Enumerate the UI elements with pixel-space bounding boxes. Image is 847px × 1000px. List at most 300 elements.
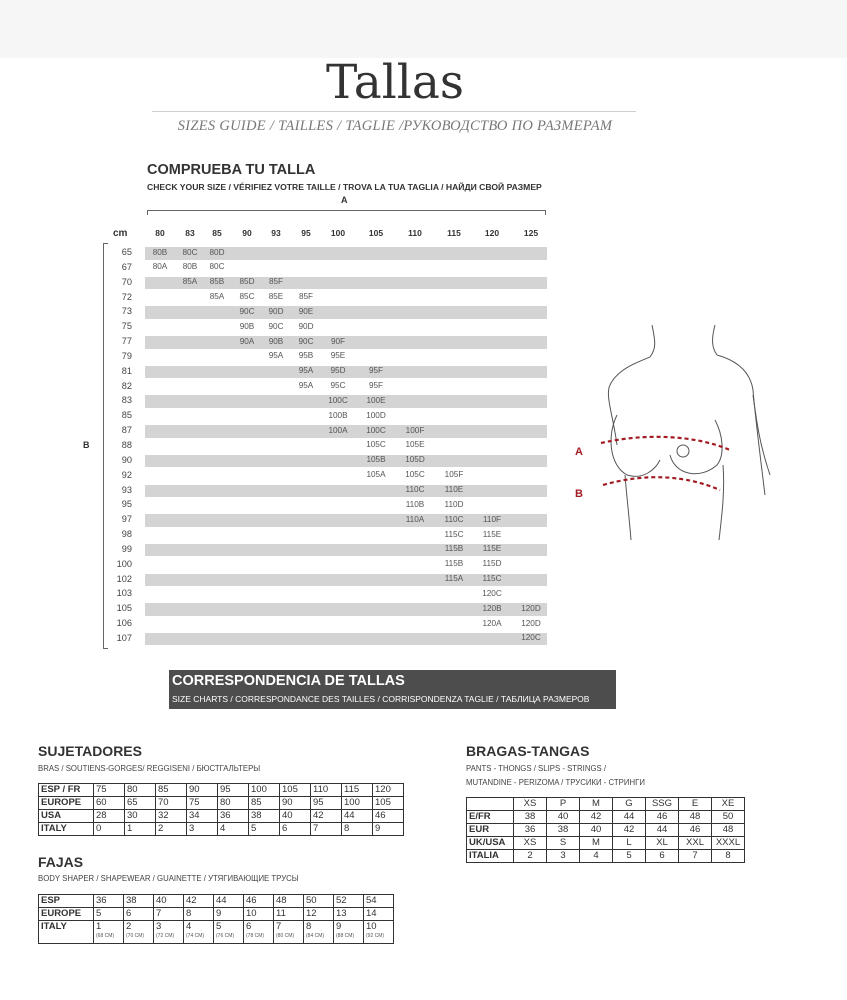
size-chart-row — [110, 528, 550, 543]
table-cell — [373, 810, 404, 823]
row-label: 97 — [121, 514, 132, 525]
table-cell-value: 42 — [623, 824, 635, 835]
table-row — [467, 824, 745, 837]
size-cell: 90F — [330, 336, 346, 346]
size-chart-row — [110, 632, 550, 647]
size-chart-row — [110, 320, 550, 335]
table-cell — [244, 895, 274, 908]
table-cell-note: (76 CM) — [216, 933, 235, 939]
panties-size-table — [466, 797, 745, 863]
table-cell-note: (84 CM) — [306, 933, 325, 939]
size-cell: 85C — [239, 292, 255, 302]
table-cell-value: 38 — [557, 824, 569, 835]
size-cell: 95F — [368, 381, 384, 391]
shapewear-title: FAJAS — [38, 854, 84, 870]
table-header-cell: P — [547, 798, 580, 811]
table-cell-value: 14 — [366, 908, 377, 919]
size-chart-row — [110, 498, 550, 513]
row-label: 85 — [121, 410, 132, 421]
table-cell — [514, 811, 547, 824]
column-header: 85 — [212, 228, 222, 238]
size-cell: 80A — [152, 262, 168, 272]
size-chart-row — [110, 513, 550, 528]
row-label: 77 — [121, 336, 132, 347]
table-cell-value: 42 — [313, 810, 324, 821]
table-cell-value: 3 — [156, 921, 162, 932]
table-cell-value: 105 — [375, 797, 391, 808]
table-cell-value: 75 — [96, 784, 107, 795]
table-cell-value: 5 — [626, 850, 632, 861]
table-cell-value: 95 — [313, 797, 324, 808]
size-cell: 95F — [368, 366, 384, 376]
table-cell-value: 40 — [282, 810, 293, 821]
table-cell-value: 7 — [156, 908, 162, 919]
row-label: 103 — [116, 588, 132, 599]
table-cell — [154, 895, 184, 908]
table-cell-value: 115 — [344, 784, 360, 795]
measure-line-a — [601, 437, 730, 450]
row-band — [145, 440, 547, 453]
table-cell — [712, 824, 745, 837]
table-cell — [249, 797, 280, 810]
table-cell-value: 80 — [127, 784, 138, 795]
size-cell: 85E — [268, 292, 284, 302]
size-cell: 105C — [366, 440, 386, 450]
size-cell: 110E — [444, 485, 464, 494]
table-cell-value: 8 — [344, 823, 350, 834]
row-band — [145, 499, 547, 512]
size-chart-row — [110, 261, 550, 276]
table-cell-value: S — [559, 837, 567, 848]
table-cell — [249, 823, 280, 836]
check-size-title: COMPRUEBA TU TALLA — [147, 162, 316, 178]
table-cell-value: 46 — [246, 895, 257, 906]
table-cell — [679, 811, 712, 824]
table-cell — [342, 784, 373, 797]
table-cell — [334, 921, 364, 944]
table-cell-value: L — [626, 837, 632, 848]
table-row-label: ITALY — [39, 921, 94, 944]
row-label: 72 — [121, 291, 132, 302]
measure-line-b — [603, 477, 720, 490]
size-cell: 90B — [239, 321, 255, 331]
table-cell-note: (68 CM) — [96, 933, 115, 939]
table-cell — [364, 908, 394, 921]
size-chart-row — [110, 573, 550, 588]
row-label: 88 — [121, 439, 132, 450]
table-row — [39, 895, 394, 908]
table-cell-value: 7 — [692, 850, 698, 861]
table-cell — [364, 895, 394, 908]
size-cell: 100C — [366, 425, 386, 435]
size-cell: 80B — [152, 247, 168, 257]
table-cell — [125, 823, 156, 836]
table-cell-value: 10 — [366, 921, 377, 932]
check-size-subtitle: CHECK YOUR SIZE / VÉRIFIEZ VOTRE TAILLE / TROVA LA TUA TAGLIA / НАЙДИ СВОЙ РАЗМЕР — [147, 182, 542, 192]
table-row — [39, 823, 404, 836]
table-cell — [274, 921, 304, 944]
table-row — [39, 908, 394, 921]
table-row-label: ITALIA — [467, 850, 514, 863]
table-cell — [373, 823, 404, 836]
table-cell — [94, 895, 124, 908]
table-cell-value: 11 — [276, 908, 286, 919]
table-cell — [280, 797, 311, 810]
table-cell — [187, 823, 218, 836]
size-cell: 105E — [405, 440, 425, 450]
table-cell — [547, 837, 580, 850]
row-label: 75 — [121, 321, 132, 332]
table-cell-value: 0 — [96, 823, 102, 834]
table-cell-value: 7 — [313, 823, 319, 834]
row-label: 100 — [116, 558, 132, 569]
size-chart-row — [110, 558, 550, 573]
neck-right — [713, 325, 717, 355]
size-cell: 90A — [239, 336, 255, 346]
table-cell — [125, 797, 156, 810]
table-cell-value: XXL — [686, 837, 704, 848]
size-chart-row — [110, 484, 550, 499]
title-divider — [152, 111, 636, 112]
table-cell — [125, 810, 156, 823]
size-cell: 110C — [405, 485, 425, 494]
table-cell-value: 110 — [313, 784, 329, 795]
table-cell-value: 2 — [126, 921, 132, 932]
table-cell-value: 1 — [96, 921, 102, 932]
correspondence-subtitle: SIZE CHARTS / CORRESPONDANCE DES TAILLES / CORRISPONDENZA TAGLIE / ТАБЛИЦА РАЗМЕРОВ — [172, 694, 590, 704]
size-chart-row — [110, 439, 550, 454]
size-cell: 115E — [482, 544, 502, 554]
size-cell: 115A — [444, 574, 464, 584]
size-cell: 90D — [268, 306, 284, 316]
row-label: 87 — [121, 425, 132, 436]
size-cell: 120D — [521, 618, 541, 628]
table-cell-value: 5 — [96, 908, 102, 919]
page-title: Tallas — [326, 55, 464, 110]
table-cell — [646, 837, 679, 850]
table-cell-value: 28 — [96, 810, 107, 821]
row-label: 98 — [121, 529, 132, 540]
table-cell-value: 2 — [527, 850, 533, 861]
table-cell-value: 6 — [126, 908, 132, 919]
table-cell — [218, 823, 249, 836]
table-cell — [156, 810, 187, 823]
table-row-label: EUROPE — [39, 797, 94, 810]
table-cell-value: 38 — [251, 810, 262, 821]
table-cell — [218, 810, 249, 823]
table-cell — [156, 784, 187, 797]
table-cell-value: 48 — [689, 811, 701, 822]
table-cell-value: 10 — [246, 908, 257, 919]
size-cell: 85A — [209, 292, 225, 302]
table-cell — [342, 797, 373, 810]
column-header: 125 — [523, 228, 539, 238]
table-cell — [156, 797, 187, 810]
size-cell: 110A — [405, 514, 425, 524]
bras-title: SUJETADORES — [38, 743, 142, 759]
table-header-cell: SSG — [646, 798, 679, 811]
table-cell-value: 2 — [158, 823, 164, 834]
figure-label-b: B — [575, 488, 583, 500]
size-cell: 90C — [268, 321, 284, 331]
shapewear-size-table — [38, 894, 394, 944]
table-cell-value: 44 — [623, 811, 635, 822]
table-cell — [187, 797, 218, 810]
table-cell-value: 4 — [186, 921, 192, 932]
table-cell — [311, 784, 342, 797]
table-cell-value: 34 — [189, 810, 200, 821]
table-header-cell: E — [679, 798, 712, 811]
table-cell — [580, 837, 613, 850]
table-cell — [373, 797, 404, 810]
table-cell — [274, 895, 304, 908]
table-cell — [154, 908, 184, 921]
size-cell: 105D — [405, 455, 425, 465]
axis-a-label: A — [341, 195, 348, 205]
column-header: 115 — [447, 228, 461, 238]
table-cell-value: 100 — [344, 797, 360, 808]
table-cell-value: 4 — [593, 850, 599, 861]
table-cell — [712, 811, 745, 824]
column-header-row — [145, 228, 547, 242]
row-band — [145, 321, 547, 334]
table-header-cell: G — [613, 798, 646, 811]
right-side — [719, 465, 724, 540]
table-cell — [712, 837, 745, 850]
correspondence-title: CORRESPONDENCIA DE TALLAS — [172, 673, 405, 689]
unit-label: cm — [113, 228, 128, 239]
table-cell-value: 30 — [127, 810, 138, 821]
table-cell-value: 44 — [656, 824, 668, 835]
row-label: 106 — [116, 618, 132, 629]
table-cell — [646, 850, 679, 863]
table-cell — [646, 811, 679, 824]
table-cell — [334, 908, 364, 921]
size-cell: 115E — [482, 529, 502, 539]
size-cell: 80C — [182, 247, 198, 257]
size-cell: 100E — [366, 395, 386, 405]
table-cell — [249, 810, 280, 823]
table-cell — [679, 850, 712, 863]
size-cell: 85D — [239, 277, 255, 287]
table-header-cell: M — [580, 798, 613, 811]
table-cell-value: XL — [656, 837, 668, 848]
table-cell-value: 54 — [366, 895, 377, 906]
table-cell-value: 9 — [216, 908, 222, 919]
panties-subtitle-2: MUTANDINE - PERIZOMA / ТРУСИКИ - СТРИНГИ — [466, 778, 645, 787]
table-cell-value: 40 — [156, 895, 167, 906]
table-row-label: ESP — [39, 895, 94, 908]
size-cell: 105F — [444, 470, 464, 480]
size-cell: 100F — [405, 425, 425, 435]
table-cell — [712, 850, 745, 863]
size-chart-row — [110, 409, 550, 424]
size-cell: 110B — [405, 499, 425, 509]
table-cell — [342, 823, 373, 836]
table-cell-value: 48 — [722, 824, 734, 835]
table-cell-value: 8 — [725, 850, 731, 861]
table-row — [39, 810, 404, 823]
row-label: 82 — [121, 380, 132, 391]
size-chart-row — [110, 246, 550, 261]
table-cell-value: 36 — [96, 895, 107, 906]
table-cell-value: 85 — [251, 797, 262, 808]
size-cell: 85F — [298, 292, 314, 302]
table-cell-value: 90 — [282, 797, 293, 808]
axis-b-label: B — [83, 440, 90, 450]
bras-subtitle: BRAS / SOUTIENS-GORGES/ REGGISENI / БЮСТГАЛЬТЕРЫ — [38, 764, 261, 773]
table-cell — [125, 784, 156, 797]
size-cell: 100A — [328, 425, 348, 435]
table-row — [39, 784, 404, 797]
table-cell — [280, 784, 311, 797]
table-cell-value: 50 — [722, 811, 734, 822]
table-cell — [184, 895, 214, 908]
table-cell-value: 32 — [158, 810, 169, 821]
table-header-row — [467, 798, 745, 811]
table-cell-note: (74 CM) — [186, 933, 205, 939]
row-label: 70 — [121, 276, 132, 287]
shapewear-subtitle: BODY SHAPER / SHAPEWEAR / GUAINETTE / УТЯГИВАЮЩИЕ ТРУСЫ — [38, 874, 299, 883]
table-cell — [311, 797, 342, 810]
size-cell: 80B — [182, 262, 198, 272]
table-row-label: USA — [39, 810, 94, 823]
table-row-label: UK/USA — [467, 837, 514, 850]
size-chart-row — [110, 469, 550, 484]
size-cell: 90B — [268, 336, 284, 346]
table-row — [39, 921, 394, 944]
table-cell-value: 46 — [375, 810, 386, 821]
column-header: 83 — [185, 228, 195, 238]
size-cell: 105B — [366, 455, 386, 465]
column-header: 90 — [242, 228, 252, 238]
table-cell — [280, 823, 311, 836]
table-cell — [214, 908, 244, 921]
table-cell-value: 7 — [276, 921, 282, 932]
table-cell-value: 52 — [336, 895, 347, 906]
size-cell: 95A — [298, 366, 314, 376]
table-cell-value: 44 — [216, 895, 227, 906]
table-cell-note: (92 CM) — [366, 933, 385, 939]
table-cell — [154, 921, 184, 944]
row-label: 81 — [121, 365, 132, 376]
column-header: 100 — [330, 228, 346, 238]
size-cell: 95A — [268, 351, 284, 361]
table-cell-value: 42 — [590, 811, 602, 822]
row-band — [145, 306, 547, 319]
size-chart-row — [110, 305, 550, 320]
size-cell: 110C — [444, 514, 464, 524]
table-cell-value: XS — [523, 837, 537, 848]
size-cell: 80D — [209, 247, 225, 257]
size-cell: 120C — [482, 588, 502, 598]
size-cell: 110F — [482, 514, 502, 524]
size-chart-row — [110, 617, 550, 632]
size-chart-row — [110, 424, 550, 439]
table-cell — [280, 810, 311, 823]
size-chart-row — [110, 276, 550, 291]
size-cell: 90C — [239, 306, 255, 316]
table-cell-value: 65 — [127, 797, 138, 808]
row-label: 90 — [121, 454, 132, 465]
row-band — [145, 455, 547, 468]
bras-size-table — [38, 783, 404, 836]
table-cell — [187, 784, 218, 797]
size-chart-row — [110, 291, 550, 306]
size-cell: 85F — [268, 277, 284, 287]
table-cell-value: 44 — [344, 810, 355, 821]
table-cell — [94, 823, 125, 836]
row-label: 79 — [121, 350, 132, 361]
table-cell — [304, 921, 334, 944]
column-header: 93 — [271, 228, 281, 238]
row-label: 105 — [116, 603, 132, 614]
table-cell — [514, 850, 547, 863]
size-cell: 105C — [405, 470, 425, 480]
table-row-label: EUROPE — [39, 908, 94, 921]
table-cell-value: 60 — [96, 797, 107, 808]
left-shoulder — [608, 357, 650, 445]
row-band — [145, 485, 547, 498]
table-cell-value: 46 — [689, 824, 701, 835]
table-cell — [218, 784, 249, 797]
size-cell: 115B — [444, 559, 464, 569]
nipple — [677, 445, 689, 457]
table-cell-value: 42 — [186, 895, 197, 906]
table-cell-value: 105 — [282, 784, 298, 795]
row-band — [145, 470, 547, 483]
table-cell — [94, 921, 124, 944]
table-cell-value: 50 — [306, 895, 317, 906]
table-cell — [547, 850, 580, 863]
table-cell — [679, 824, 712, 837]
table-cell-value: 6 — [246, 921, 252, 932]
table-cell — [94, 810, 125, 823]
row-label: 92 — [121, 469, 132, 480]
page-subtitle: SIZES GUIDE / TAILLES / TAGLIE /РУКОВОДСТВО ПО РАЗМЕРАМ — [177, 118, 613, 134]
axis-b-bracket — [103, 243, 108, 649]
axis-a-bracket — [147, 210, 546, 215]
row-band — [145, 633, 547, 646]
size-cell: 90C — [298, 336, 314, 346]
size-cell: 80C — [209, 262, 225, 272]
size-chart-row — [110, 365, 550, 380]
table-cell-value: 6 — [659, 850, 665, 861]
panties-subtitle-1: PANTS - THONGS / SLIPS - STRINGS / — [466, 764, 607, 773]
table-cell — [249, 784, 280, 797]
table-row-label: ITALY — [39, 823, 94, 836]
size-cell: 95C — [330, 381, 346, 391]
row-label: 102 — [116, 573, 132, 584]
table-cell — [187, 810, 218, 823]
row-label: 67 — [121, 261, 132, 272]
table-row-label: E/FR — [467, 811, 514, 824]
left-breast — [611, 415, 660, 476]
table-row-label: ESP / FR — [39, 784, 94, 797]
table-cell — [613, 850, 646, 863]
table-cell-value: 85 — [158, 784, 169, 795]
table-cell-value: 9 — [336, 921, 342, 932]
size-cell: 115B — [444, 544, 464, 554]
table-cell-value: 90 — [189, 784, 200, 795]
neck-left — [650, 325, 655, 357]
table-cell — [156, 823, 187, 836]
table-cell-value: 40 — [557, 811, 569, 822]
table-cell-value: 36 — [524, 824, 536, 835]
table-cell-value: 80 — [220, 797, 231, 808]
size-cell: 95D — [330, 366, 346, 376]
size-cell: 85A — [182, 277, 198, 287]
